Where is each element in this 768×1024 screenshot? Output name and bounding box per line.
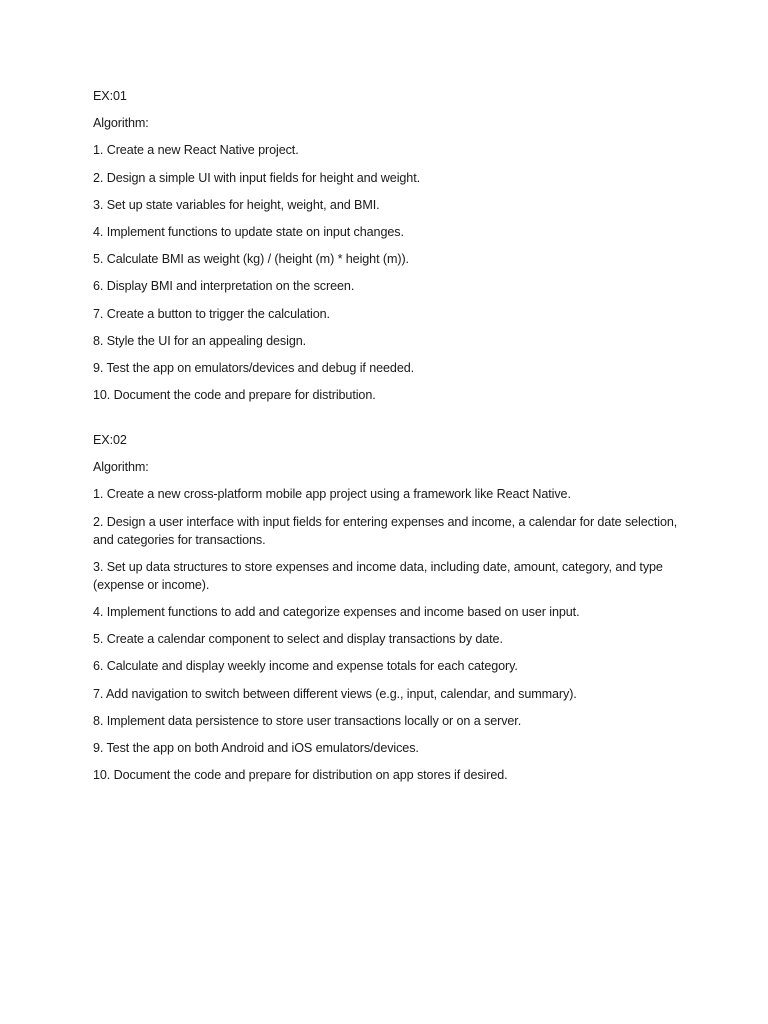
algorithm-step: 4. Implement functions to update state on input changes. [93,224,404,239]
algorithm-step: 1. Create a new React Native project. [93,143,299,158]
algorithm-step: 2. Design a simple UI with input fields for height and weight. [93,170,421,185]
algorithm-step: 7. Add navigation to switch between different views (e.g., input, calendar, and summary). [93,686,577,701]
exercise-id: EX:01 [93,89,127,103]
algorithm-step: 5. Calculate BMI as weight (kg) / (height (m) * height (m)). [93,252,409,267]
algorithm-step: 9. Test the app on emulators/devices and debug if needed. [93,360,415,375]
algorithm-step: 3. Set up data structures to store expenses and income data, including date, amount, category, and type (expense or income). [93,559,663,592]
algorithm-step: 8. Implement data persistence to store user transactions locally or on a server. [93,713,522,728]
algorithm-step: 6. Display BMI and interpretation on the screen. [93,279,355,294]
algorithm-step: 10. Document the code and prepare for distribution. [93,388,376,403]
algorithm-steps [93,141,683,404]
algorithm-step: 8. Style the UI for an appealing design. [93,333,307,348]
algorithm-step: 9. Test the app on both Android and iOS emulators/devices. [93,740,419,755]
algorithm-step: 1. Create a new cross-platform mobile app project using a framework like React Native. [93,487,571,502]
algorithm-step: 2. Design a user interface with input fields for entering expenses and income, a calendar for date selection, and categories for transactions. [93,514,678,547]
algorithm-step: 5. Create a calendar component to select and display transactions by date. [93,632,503,647]
algorithm-step: 10. Document the code and prepare for distribution on app stores if desired. [93,768,508,783]
algorithm-heading: Algorithm: [93,460,149,475]
document-body [93,87,683,793]
algorithm-steps [93,485,683,784]
exercise-section-2 [93,431,683,784]
algorithm-step: 7. Create a button to trigger the calculation. [93,306,330,321]
algorithm-step: 6. Calculate and display weekly income and expense totals for each category. [93,659,518,674]
exercise-id: EX:02 [93,433,127,448]
algorithm-step: 3. Set up state variables for height, weight, and BMI. [93,197,380,212]
algorithm-heading: Algorithm: [93,116,149,131]
algorithm-step: 4. Implement functions to add and categorize expenses and income based on user input. [93,605,580,619]
exercise-section-1 [93,87,683,404]
